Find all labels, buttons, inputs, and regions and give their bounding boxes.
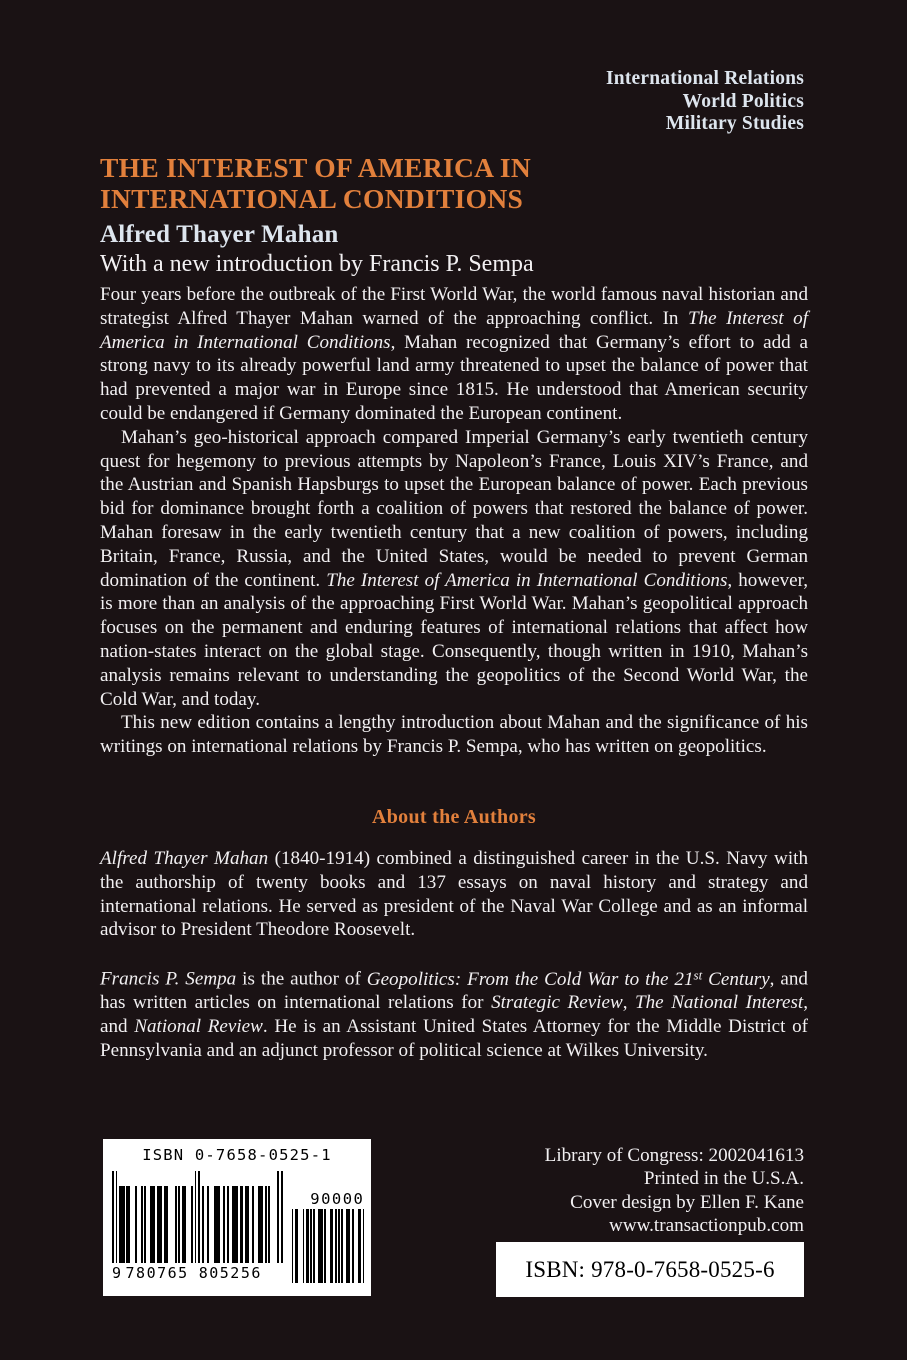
paragraph-1-part-b: , Mahan recognized that Germany’s effort to add a strong navy to its already powerful land army threatened to upset the balance of power that had prevented a major war in Europe since 1815. He understood that American security could be endangered if Germany dominated the European continent. — [100, 331, 809, 424]
isbn-badge — [496, 1242, 804, 1297]
bio-sempa-text-a: is the author of — [236, 968, 367, 990]
description-paragraph-3: This new edition contains a lengthy introduction about Mahan and the significance of his writings on international relations by Francis P. Sempa, who has written on geopolitics. — [100, 712, 808, 758]
bio-sempa-book-end: Century — [702, 968, 770, 990]
bio-sempa-book-title — [367, 969, 770, 990]
bio-sempa-journal-1: Strategic Review — [491, 992, 623, 1014]
about-authors-heading: About the Authors — [371, 806, 537, 828]
bio-sempa-book-superscript: st — [693, 967, 703, 983]
paragraph-1-part-a: Four years before the outbreak of the First World War, the world famous naval historian and strategist Alfred Thayer Mahan warned of the approaching conflict. In — [100, 284, 808, 329]
series-line-1: International Relations — [606, 68, 804, 89]
ean13-right-group: 805256 — [198, 1264, 262, 1282]
description-text — [100, 283, 808, 759]
ean13-barcode — [112, 1171, 283, 1283]
barcode-row — [112, 1165, 365, 1283]
ean5-addon-barcode — [292, 1189, 365, 1283]
book-author: Alfred Thayer Mahan — [100, 221, 339, 248]
book-subtitle: With a new introduction by Francis P. Sempa — [100, 251, 534, 277]
paragraph-2-part-b: , however, is more than an analysis of the approaching First World War. Mahan’s geopolitical approach focuses on the permanent and enduring features of international relations that affect how nation-states interact on the global stage. Consequently, though written in 1910, Mahan’s analysis remains relevant to understanding the geopolitics of the Second World War, the Cold War, and today. — [100, 569, 808, 710]
book-title — [100, 152, 807, 214]
series-line-3: Military Studies — [665, 113, 804, 134]
description-paragraph-2 — [100, 426, 808, 712]
bio-sempa-book-main: Geopolitics: From the Cold War to the 21 — [366, 968, 694, 990]
bio-mahan-name: Alfred Thayer Mahan — [100, 848, 269, 869]
publisher-info — [545, 1144, 804, 1238]
series-line-2: World Politics — [682, 90, 804, 112]
barcode-panel — [103, 1139, 371, 1296]
book-title-line-2: INTERNATIONAL CONDITIONS — [100, 183, 524, 214]
bio-sempa — [100, 963, 808, 1063]
book-title-line-1: THE INTEREST OF AMERICA IN — [100, 152, 532, 183]
bio-sempa-name: Francis P. Sempa — [100, 968, 237, 990]
cover-design-line: Cover design by Ellen F. Kane — [570, 1191, 804, 1213]
ean13-digits — [112, 1263, 283, 1283]
author-bios — [100, 847, 808, 1063]
paragraph-2-book-title: The Interest of America in International Conditions — [326, 569, 728, 591]
bio-sempa-text-e: . He is an Assistant United States Attorney for the Middle District of Pennsylvania and an adjunct professor of political science at Wilkes University. — [100, 1016, 809, 1062]
bio-sempa-text-c: , — [622, 992, 636, 1014]
isbn-badge-text: ISBN: 978-0-7658-0525-6 — [525, 1256, 775, 1282]
paragraph-2-part-a: Mahan’s geo-historical approach compared Imperial Germany’s early twentieth century quest for hegemony to previous attempts by Napoleon’s France, Louis XIV’s France, and the Austrian and Spanish Hapsburgs to upset the European balance of power. Each previous bid for dominance brought forth a coalition of powers that restored the balance of power. Mahan foresaw in the early twentieth century that a new coalition of powers, including Britain, France, Russia, and the United States, would be needed to prevent German domination of the continent. — [100, 426, 808, 591]
ean5-addon-bars — [292, 1209, 365, 1283]
ean13-bars — [112, 1171, 283, 1263]
bio-sempa-text-d: , and — [100, 992, 808, 1038]
printed-in-line: Printed in the U.S.A. — [643, 1168, 804, 1190]
library-of-congress-line: Library of Congress: 2002041613 — [544, 1145, 804, 1166]
ean13-lead-digit: 9 — [112, 1264, 122, 1282]
paragraph-1-book-title: The Interest of America in International Conditions — [100, 307, 809, 353]
bio-mahan — [100, 847, 808, 942]
barcode-isbn-label: ISBN 0-7658-0525-1 — [142, 1146, 332, 1164]
publisher-website[interactable]: www.transactionpub.com — [609, 1215, 804, 1237]
title-block — [100, 152, 807, 278]
ean13-left-group: 780765 — [125, 1264, 189, 1282]
bio-sempa-text-b: , and has written articles on international relations for — [100, 968, 808, 1014]
bio-sempa-journal-2: The National Interest — [635, 992, 804, 1014]
description-paragraph-1 — [100, 283, 808, 426]
bio-mahan-text: (1840-1914) combined a distinguished career in the U.S. Navy with the authorship of twenty books and 137 essays on naval history and strategy and international relations. He served as president of the Naval War College and as an informal advisor to President Theodore Roosevelt. — [100, 848, 809, 941]
series-header — [606, 68, 804, 136]
bio-sempa-journal-3: National Review — [134, 1016, 263, 1038]
ean5-addon-digits: 90000 — [310, 1190, 365, 1208]
